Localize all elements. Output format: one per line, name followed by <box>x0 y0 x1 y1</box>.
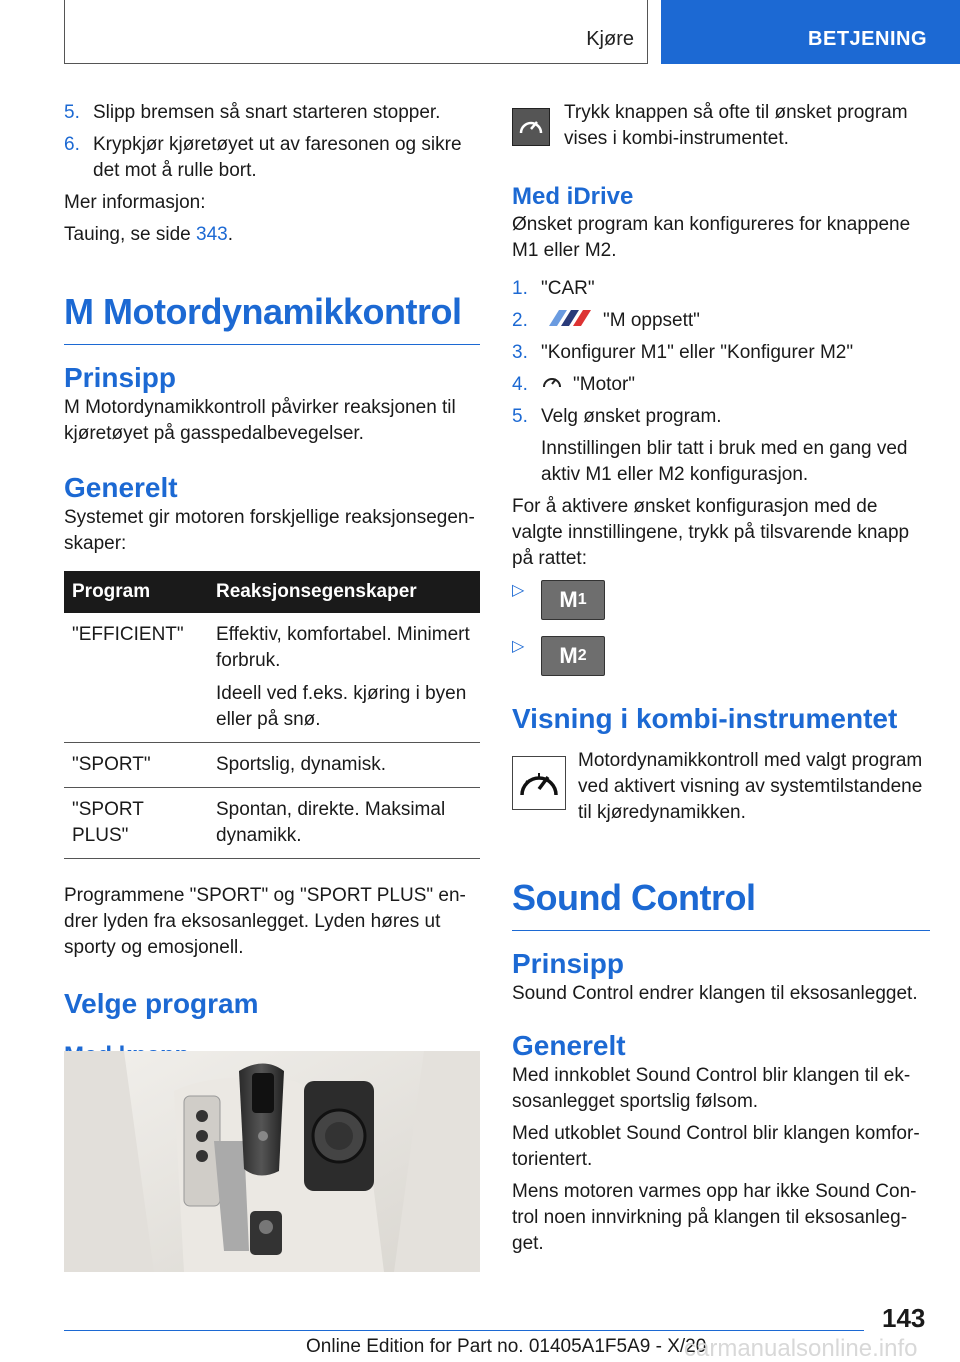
step-number: 3. <box>512 342 528 364</box>
step-text: "CAR" <box>541 278 595 299</box>
list-item <box>512 340 930 366</box>
m1-sup: 1 <box>577 591 587 609</box>
list-item <box>64 132 480 184</box>
center-console-photo <box>64 1051 480 1272</box>
display-row <box>512 748 930 826</box>
column-header-reaction: Reaksjonsegenskaper <box>208 571 480 613</box>
step-text: "Motor" <box>573 374 636 396</box>
step-number: 1. <box>512 278 528 299</box>
m2-label: M <box>559 643 578 669</box>
m2-sup: 2 <box>577 647 587 665</box>
cell-program: "EFFICIENT" <box>64 613 208 743</box>
column-header-program: Program <box>64 571 208 613</box>
gauge-display-icon <box>512 756 566 810</box>
display-text: Motordynamikkontroll med valgt program ved aktivert visning av systemtilstandene til kjøredynamikken. <box>578 750 923 824</box>
principle-text: M Motordynamikkontroll påvirker reaksjonen til kjøretøyet på gasspedalbevegelser. <box>64 397 456 444</box>
general-heading: Generelt <box>64 472 178 503</box>
page-number: 143 <box>882 1303 926 1333</box>
select-program-heading: Velge program <box>64 988 259 1019</box>
header-section-title: Kjøre <box>586 28 634 50</box>
step-number: 6. <box>64 134 80 155</box>
page-link-343[interactable]: 343 <box>196 224 228 245</box>
sound-paragraph: Med innkoblet Sound Control blir klangen til eksosanlegget sportslig følsom. <box>512 1065 911 1113</box>
step-number: 4. <box>512 374 528 396</box>
step-text: "Konfigurer M1" eller "Konfigurer M2" <box>541 342 854 364</box>
press-button-text: Trykk knappen så ofte til ønsket program vises i kombi-instrumentet. <box>564 102 908 149</box>
section-heading-motordynamikk: M Motordynamikkontrol <box>64 290 480 345</box>
m-stripes-icon <box>541 308 591 334</box>
cell-description <box>208 788 480 859</box>
sound-principle-text: Sound Control endrer klangen til eksosanlegget. <box>512 983 918 1005</box>
m2-button-icon <box>541 636 605 676</box>
step-text: Velg ønsket program. <box>541 406 722 428</box>
sound-paragraph: Med utkoblet Sound Control blir klangen komfortorientert. <box>512 1123 920 1171</box>
general-text: Systemet gir motoren forskjellige reaksjonsegenskaper: <box>64 507 475 554</box>
list-item <box>512 276 930 302</box>
header-chapter-tab <box>661 0 960 64</box>
sound-paragraph: Mens motoren varmes opp har ikke Sound Control noen innvirkning på klangen til eksosanlegget. <box>512 1181 917 1255</box>
right-column <box>512 100 930 1263</box>
step-number: 5. <box>512 406 528 428</box>
programs-text: Programmene "SPORT" og "SPORT PLUS" endrer lyden fra eksosanlegget. Lyden høres ut sporty og emosjonell. <box>64 885 466 958</box>
list-item <box>512 308 930 334</box>
step-number: 2. <box>512 310 528 331</box>
section-heading-sound-control: Sound Control <box>512 876 930 931</box>
program-table <box>64 571 480 859</box>
idrive-text: Ønsket program kan konfigureres for knappene M1 eller M2. <box>512 214 911 261</box>
cell-program: "SPORT PLUS" <box>64 788 208 859</box>
step-text: Krypkjør kjøretøyet ut av faresonen og sikre det mot å rulle bort. <box>93 134 462 181</box>
edition-text: Online Edition for Part no. 01405A1F5A9 - X/20 <box>306 1336 707 1357</box>
cell-desc-line: Ideell ved f.eks. kjøring i byen eller på snø. <box>216 683 467 730</box>
table-row <box>64 613 480 743</box>
watermark: carmanualsonline.info <box>684 1335 918 1362</box>
step-text: "M oppsett" <box>603 310 700 332</box>
step-text: Slipp bremsen så snart starteren stopper. <box>93 102 441 123</box>
display-heading: Visning i kombi-instrumentet <box>512 703 898 735</box>
bullet-icon: ▷ <box>512 582 525 600</box>
more-info-label: Mer informasjon: <box>64 192 206 213</box>
press-button-row <box>512 100 930 152</box>
table-row <box>64 743 480 788</box>
chapter-label: BETJENING <box>808 28 927 50</box>
table-row <box>64 788 480 859</box>
step-number: 5. <box>64 102 80 123</box>
table-header-row <box>64 571 480 613</box>
cell-description <box>208 613 480 743</box>
m1-row <box>512 580 930 620</box>
cell-desc-line: Effektiv, komfortabel. Minimert forbruk. <box>216 624 470 671</box>
cell-desc-line: Spontan, direkte. Maksimal dynamikk. <box>216 799 446 846</box>
idrive-heading: Med iDrive <box>512 183 634 210</box>
list-item <box>512 372 930 398</box>
cell-program: "SPORT" <box>64 743 208 788</box>
activate-text: For å aktivere ønsket konfigurasjon med de valgte innstillingene, trykk på tilsvarende knapp på rattet: <box>512 496 910 570</box>
sound-principle-heading: Prinsipp <box>512 948 625 980</box>
principle-heading: Prinsipp <box>64 362 177 393</box>
cell-description <box>208 743 480 788</box>
idrive-steps-list <box>512 276 930 488</box>
m1-button-icon <box>541 580 605 620</box>
steps-list-top <box>64 100 480 184</box>
gauge-icon <box>541 372 563 398</box>
cell-desc-line: Sportslig, dynamisk. <box>216 754 387 775</box>
drive-mode-button-icon <box>512 108 550 146</box>
towing-reference <box>64 222 480 248</box>
console-illustration <box>64 1051 480 1272</box>
sound-general-heading: Generelt <box>512 1030 626 1062</box>
towing-text: Tauing, se side <box>64 224 197 245</box>
m1-label: M <box>559 587 578 613</box>
bullet-icon: ▷ <box>512 638 525 656</box>
list-item <box>512 404 930 488</box>
period: . <box>227 224 234 245</box>
m2-row <box>512 636 930 676</box>
left-column <box>64 100 480 1071</box>
list-item <box>64 100 480 126</box>
step-subtext: Innstillingen blir tatt i bruk med en gang ved aktiv M1 eller M2 konfigurasjon. <box>541 438 908 486</box>
header-frame <box>64 0 648 64</box>
footer-divider <box>64 1330 864 1331</box>
